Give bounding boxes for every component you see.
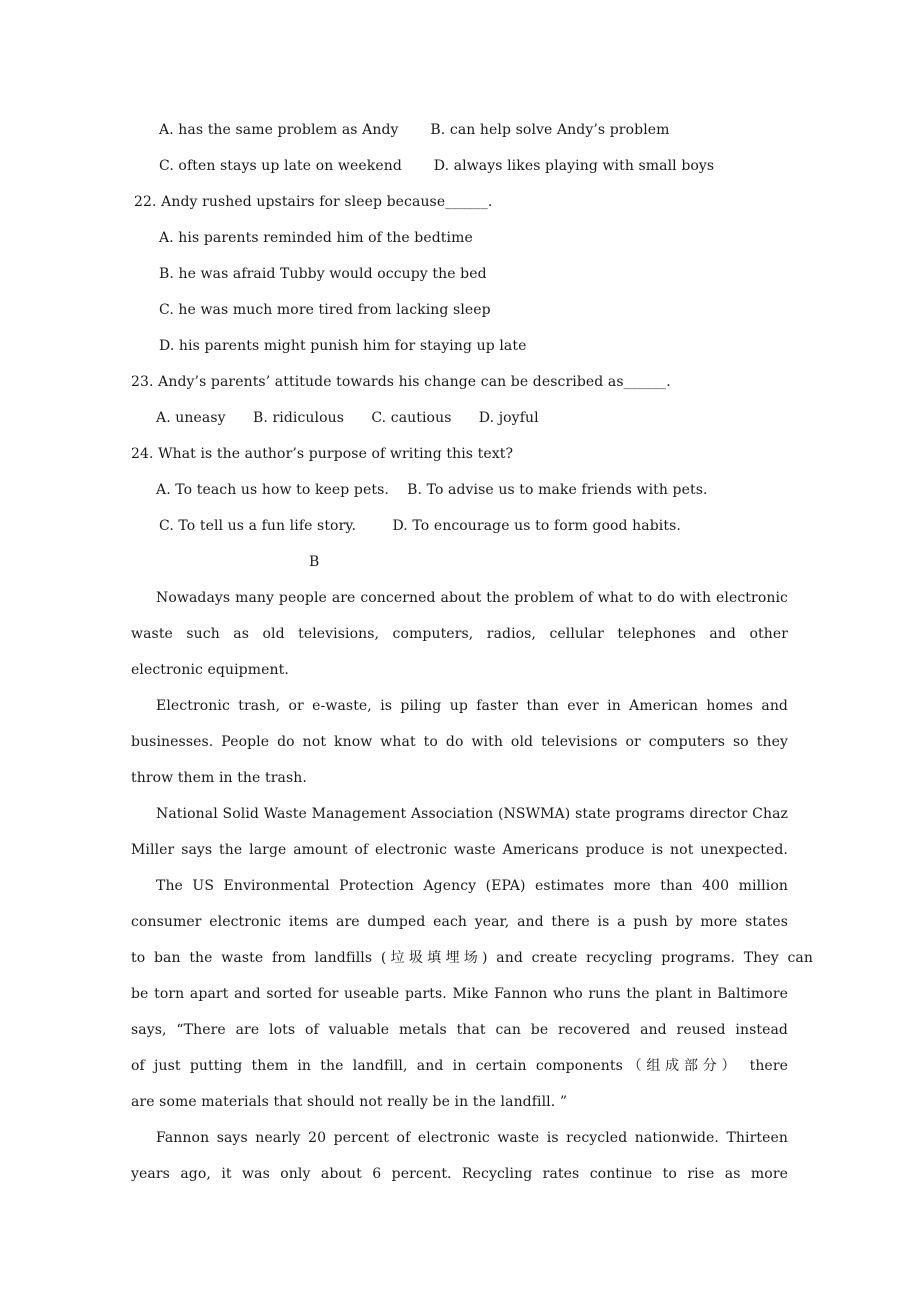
q24-stem: 24. What is the author’s purpose of writing this text?	[131, 446, 514, 462]
passage-line: are some materials that should not really be in the landfill. ”	[131, 1094, 568, 1110]
q22-option-c: C. he was much more tired from lacking sleep	[159, 302, 491, 318]
passage-line: throw them in the trash.	[131, 770, 307, 786]
q21-options-cd: C. often stays up late on weekend D. always likes playing with small boys	[159, 158, 715, 174]
passage-line: businesses. People do not know what to do with old televisions or computers so they	[131, 734, 788, 750]
passage-line: consumer electronic items are dumped each year, and there is a push by more states	[131, 914, 788, 930]
q22-stem: 22. Andy rushed upstairs for sleep because______.	[134, 194, 493, 210]
q21-options-ab: A. has the same problem as Andy B. can help solve Andy’s problem	[159, 122, 670, 138]
passage-line: waste such as old televisions, computers, radios, cellular telephones and other	[131, 626, 788, 642]
q24-options-ab: A. To teach us how to keep pets. B. To advise us to make friends with pets.	[156, 482, 708, 498]
passage-line: says, “There are lots of valuable metals that can be recovered and reused instead	[131, 1022, 788, 1038]
q22-option-b: B. he was afraid Tubby would occupy the bed	[159, 266, 487, 282]
q22-option-a: A. his parents reminded him of the bedtime	[159, 230, 473, 246]
passage-line: years ago, it was only about 6 percent. Recycling rates continue to rise as more	[131, 1166, 788, 1182]
passage-line: National Solid Waste Management Association (NSWMA) state programs director Chaz	[156, 806, 788, 822]
q23-stem: 23. Andy’s parents’ attitude towards his change can be described as______.	[131, 374, 671, 390]
passage-line: Nowadays many people are concerned about the problem of what to do with electronic	[156, 590, 788, 606]
section-heading: B	[309, 554, 320, 570]
passage-line: of just putting them in the landfill, and in certain components（组成部分） there	[131, 1058, 788, 1074]
passage-line: Electronic trash, or e-waste, is piling up faster than ever in American homes and	[156, 698, 788, 714]
passage-line: Fannon says nearly 20 percent of electronic waste is recycled nationwide. Thirteen	[156, 1130, 788, 1146]
passage-line: The US Environmental Protection Agency (EPA) estimates more than 400 million	[156, 878, 788, 894]
passage-line: electronic equipment.	[131, 662, 289, 678]
q22-option-d: D. his parents might punish him for staying up late	[159, 338, 527, 354]
q23-options: A. uneasy B. ridiculous C. cautious D. joyful	[156, 410, 539, 426]
passage-line: Miller says the large amount of electronic waste Americans produce is not unexpected.	[131, 842, 788, 858]
q24-options-cd: C. To tell us a fun life story. D. To encourage us to form good habits.	[159, 518, 681, 534]
passage-line: to ban the waste from landfills (垃圾填埋场) and create recycling programs. They can	[131, 950, 813, 966]
passage-line: be torn apart and sorted for useable parts. Mike Fannon who runs the plant in Baltimore	[131, 986, 788, 1002]
